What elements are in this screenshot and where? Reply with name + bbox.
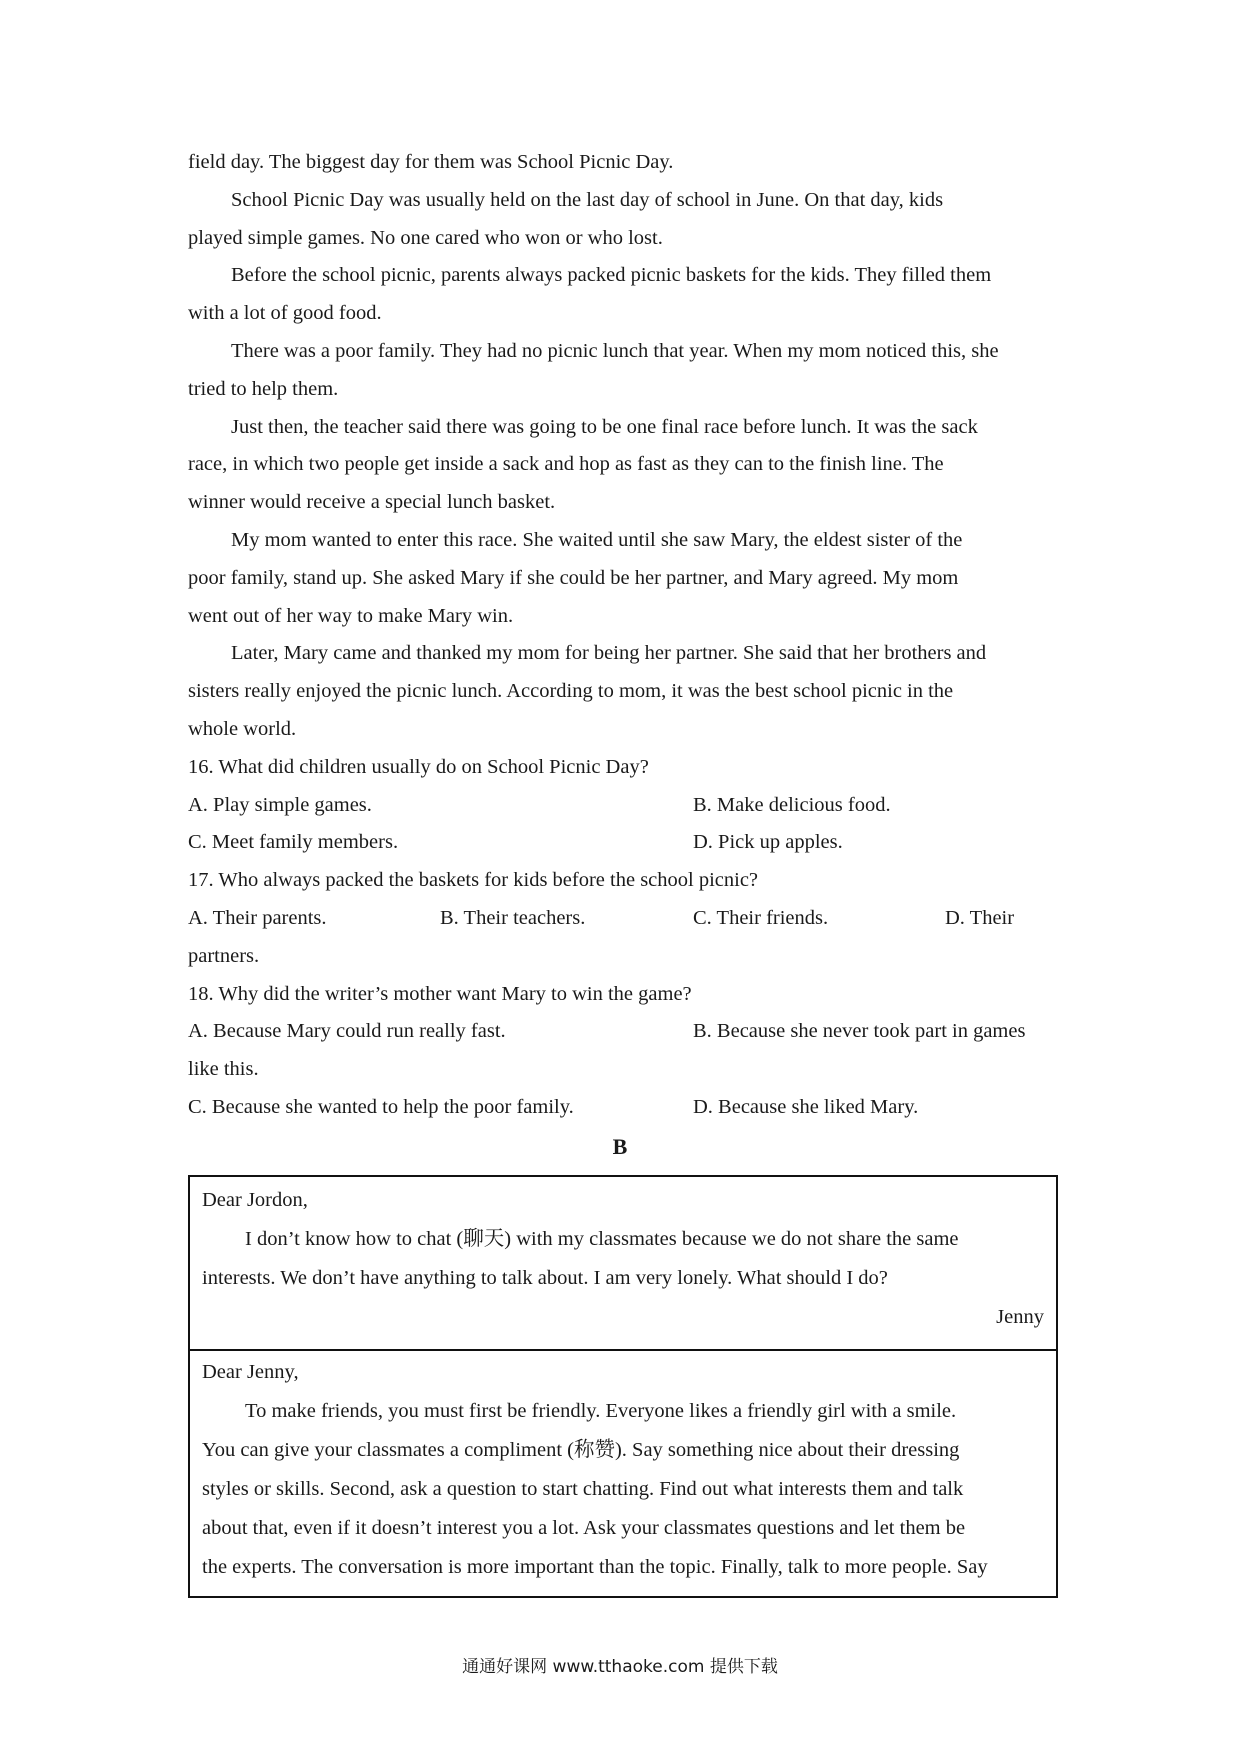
question-18-option-b-continued: like this.	[188, 1058, 259, 1081]
question-18-option-c[interactable]: C. Because she wanted to help the poor family.	[188, 1095, 574, 1118]
letter-line: You can give your classmates a compliment (称赞). Say something nice about their dressing	[202, 1439, 960, 1461]
letter-line: I don’t know how to chat (聊天) with my classmates because we do not share the same	[245, 1228, 959, 1250]
question-16-option-a[interactable]: A. Play simple games.	[188, 793, 372, 816]
letter-line: about that, even if it doesn’t interest you a lot. Ask your classmates questions and let them be	[202, 1517, 966, 1539]
letter-line: the experts. The conversation is more important than the topic. Finally, talk to more people. Say	[202, 1556, 988, 1578]
question-17-option-c[interactable]: C. Their friends.	[693, 906, 829, 929]
passage-a	[188, 144, 1058, 1127]
question-17-stem: 17. Who always packed the baskets for kids before the school picnic?	[188, 869, 759, 892]
letters-table	[188, 1175, 1058, 1598]
question-16-options-row-1	[188, 787, 1058, 825]
passage-line: sisters really enjoyed the picnic lunch. According to mom, it was the best school picnic in the	[188, 680, 954, 703]
passage-line: There was a poor family. They had no picnic lunch that year. When my mom noticed this, she	[231, 339, 999, 362]
passage-line: played simple games. No one cared who won or who lost.	[188, 226, 663, 249]
passage-line: with a lot of good food.	[188, 302, 382, 325]
question-17-option-d[interactable]: D. Their	[945, 906, 1015, 929]
question-18-option-d[interactable]: D. Because she liked Mary.	[693, 1095, 919, 1118]
question-18-options-row-2	[188, 1089, 1058, 1127]
passage-line: Just then, the teacher said there was going to be one final race before lunch. It was the sack	[231, 415, 978, 438]
question-16-option-c[interactable]: C. Meet family members.	[188, 831, 399, 854]
letter-line: interests. We don’t have anything to talk about. I am very lonely. What should I do?	[202, 1267, 888, 1289]
passage-line: School Picnic Day was usually held on the last day of school in June. On that day, kids	[231, 188, 944, 211]
letter-line: To make friends, you must first be friendly. Everyone likes a friendly girl with a smile.	[245, 1400, 957, 1422]
letter-greeting: Dear Jenny,	[202, 1361, 299, 1383]
question-18-option-b[interactable]: B. Because she never took part in games	[693, 1020, 1026, 1043]
passage-line: Before the school picnic, parents always packed picnic baskets for the kids. They filled them	[231, 264, 992, 287]
passage-line: My mom wanted to enter this race. She waited until she saw Mary, the eldest sister of the	[231, 528, 963, 551]
passage-line: whole world.	[188, 717, 297, 740]
letter-greeting: Dear Jordon,	[202, 1189, 308, 1211]
question-18-stem: 18. Why did the writer’s mother want Mary to win the game?	[188, 982, 692, 1005]
question-16-stem: 16. What did children usually do on School Picnic Day?	[188, 755, 649, 778]
question-16-option-b[interactable]: B. Make delicious food.	[693, 793, 891, 816]
page-footer: 通通好课网 www.tthaoke.com 提供下载	[462, 1657, 778, 1677]
question-17-options-row	[188, 900, 1058, 938]
passage-line: field day. The biggest day for them was School Picnic Day.	[188, 151, 674, 173]
section-b-title: B	[612, 1134, 628, 1159]
letter-reply	[190, 1349, 1056, 1600]
passage-line: poor family, stand up. She asked Mary if she could be her partner, and Mary agreed. My mom	[188, 566, 959, 589]
question-18-option-a[interactable]: A. Because Mary could run really fast.	[188, 1020, 506, 1043]
passage-line: went out of her way to make Mary win.	[188, 604, 514, 627]
passage-line: race, in which two people get inside a sack and hop as fast as they can to the finish line. The	[188, 453, 944, 476]
question-18-options-row-1	[188, 1013, 1058, 1051]
question-17-option-b[interactable]: B. Their teachers.	[440, 906, 586, 929]
letter-from-jenny	[190, 1177, 1056, 1349]
passage-line: winner would receive a special lunch basket.	[188, 491, 556, 514]
letter-signature: Jenny	[996, 1306, 1044, 1328]
passage-line: Later, Mary came and thanked my mom for being her partner. She said that her brothers and	[231, 642, 987, 665]
passage-line: tried to help them.	[188, 377, 339, 400]
letter-line: styles or skills. Second, ask a question to start chatting. Find out what interests them and talk	[202, 1478, 964, 1500]
question-16-options-row-2	[188, 824, 1058, 862]
question-17-option-a[interactable]: A. Their parents.	[188, 906, 327, 929]
question-17-option-d-continued: partners.	[188, 944, 260, 967]
question-16-option-d[interactable]: D. Pick up apples.	[693, 831, 843, 854]
